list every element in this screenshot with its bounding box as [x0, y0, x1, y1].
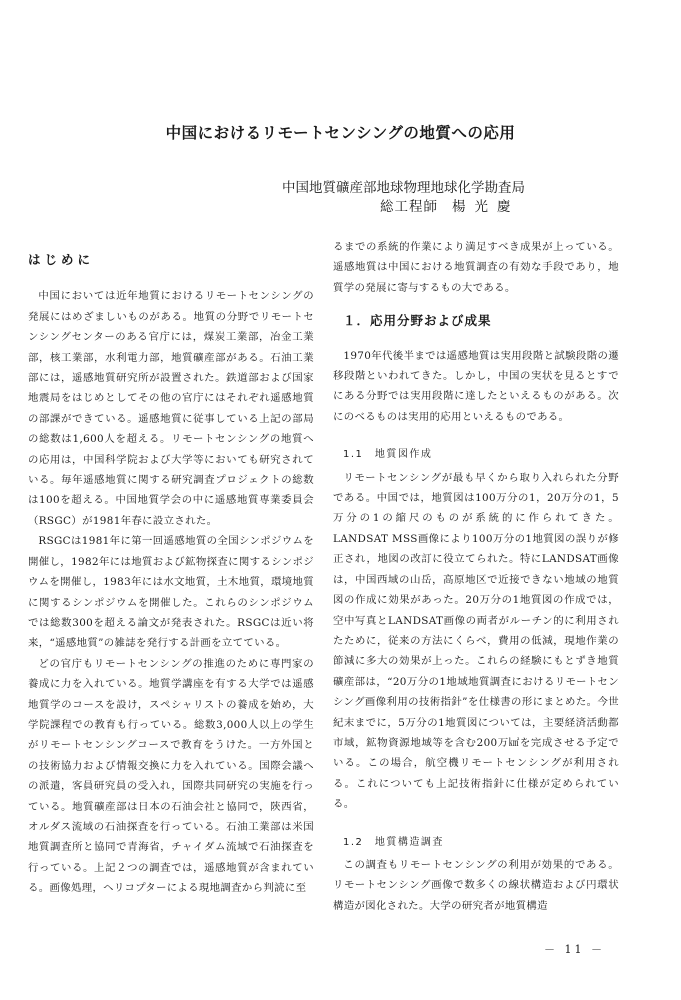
subsection-heading-mapping: 1.1 地質図作成 [343, 449, 433, 461]
author-position: 総工程師 [380, 199, 438, 215]
author-affiliation: 中国地質礦産部地球物理地球化学勘査局 [282, 180, 525, 196]
intro-continuation: るまでの系統的作業により満足すべき成果が上っている。遥感地質は中国における地質調査の有効な手段であり，地質学の発展に寄与するもの大である。 [333, 241, 619, 294]
intro-paragraph-2: RSGCは1981年に第一回遥感地質の全国シンポジウムを開催し，1982年には地質および鉱物探査に関するシンポジウムを開催し，1983年には水文地質，土木地質，環境地質に関するシンポジウムを開催した。これらのシンポジウムでは総数300を超える論文が発表された。RSGCは近い将来，“遥感地質”の雑誌を発行する計画を立てている。 [28, 535, 314, 650]
page-number: － 11 － [544, 943, 605, 956]
author-line [380, 195, 512, 215]
left-column [28, 250, 314, 899]
mapping-paragraph: リモートセンシングが最も早くから取り入れられた分野である。中国では，地質図は100万分の1，20万分の1，5万分の1の縮尺のものが系統的に作られてきた。LANDSAT MSS画像により100万分の1地質図の誤りが修正され，地図の改訂に役立てられた。特にLANDSAT画像は，中国西域の山岳，高原地区で近接できない地域の地質図の作成に効果があった。20万分の1地質図の作成では，空中写真とLANDSAT画像の両者がルーチン的に利用されたために，従来の方法にくらべ，費用の低減，現地作業の節減に多大の効果が上った。これらの経験にもとずき地質礦産部は，“20万分の1地域地質調査におけるリモートセンシング画像利用の技術指針”を仕様書の形にまとめた。今世紀末までに，5万分の1地質図については，主要経済活動都市域，鉱物資源地域等を含む200万㎢を完成させる予定でいる。この場合，航空機リモートセンシングが利用される。これについても上記技術指針に仕様が定められている。 [333, 471, 619, 811]
author-name-2: 光 [474, 199, 489, 215]
applications-paragraph: 1970年代後半までは遥感地質は実用段階と試験段階の遷移段階といわれてきた。しかし，中国の実状を見るとすでにある分野では実用段階に達したといえるものがある。次にのべるものは実用的応用といえるものである。 [333, 349, 619, 423]
intro-paragraph-1: 中国においては近年地質におけるリモートセンシングの発展にはめざましいものがある。地質の分野でリモートセンシングセンターのある官庁には，煤炭工業部，冶金工業部，核工業部，水利電力部，地質礦産部がある。石油工業部には，遥感地質研究所が設置された。鉄道部および国家地震局をはじめとしてその他の官庁にはそれぞれ遥感地質の部課ができている。遥感地質に従事している上記の部局の総数は1,600人を超える。リモートセンシングの地質への応用は，中国科学院および大学等においても研究されている。毎年遥感地質に関する研究調査プロジェクトの総数は100を超える。中国地質学会の中に遥感地質専業委員会（RSGC）が1981年春に設立された。 [28, 290, 314, 527]
intro-paragraph-3: どの官庁もリモートセンシングの推進のために専門家の養成に力を入れている。地質学講座を有する大学では遥感地質学のコースを設け，スペシャリストの養成を始め，大学院課程での教育も行っている。総数3,000人以上の学生がリモートセンシングコースで教育をうけた。一方外国との技術協力および情報交換に力を入れている。国際会議への派遣，客員研究員の受入れ，国際共同研究の実施を行っている。地質礦産部は日本の石油会社と協同で，陝西省，オルダス流域の石油探査を行っている。石油工業部は米国地質調査所と協同で青海省，チャイダム流域で石油探査を行っている。上記２つの調査では，遥感地質が含まれている。画像処理，ヘリコプターによる現地調査から判読に至 [28, 657, 314, 895]
author-name-1: 楊 [452, 199, 467, 215]
article-title: 中国におけるリモートセンシングの地質への応用 [165, 124, 516, 142]
subsection-heading-structure: 1.2 地質構造調査 [343, 836, 444, 848]
structure-paragraph: この調査もリモートセンシングの利用が効果的である。リモートセンシング画像で数多くの線状構造および円環状構造が図化された。大学の研究者が地質構造 [333, 858, 619, 912]
section-heading-applications: １．応用分野および成果 [343, 313, 492, 329]
author-name-3: 慶 [497, 199, 512, 215]
right-column [333, 237, 619, 916]
section-heading-intro: はじめに [28, 252, 95, 267]
